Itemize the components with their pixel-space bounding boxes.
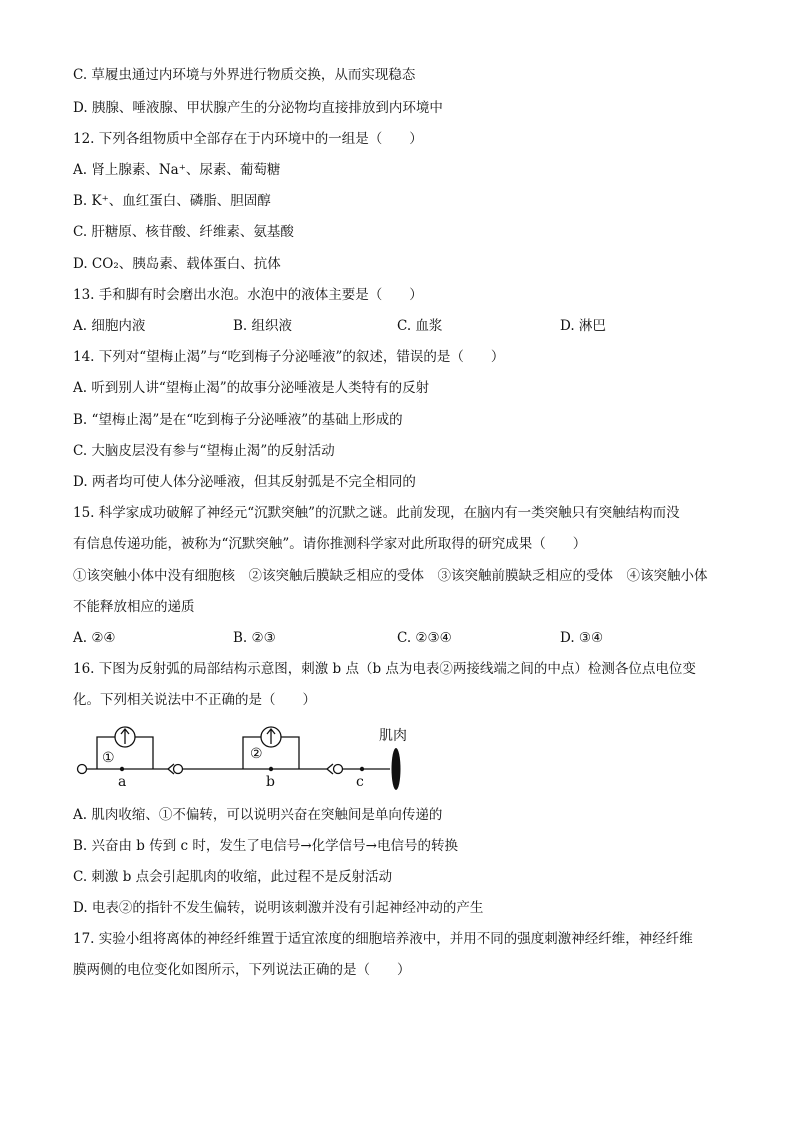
- q17-stem-line1: 17. 实验小组将离体的神经纤维置于适宜浓度的细胞培养液中，并用不同的强度刺激神经纤维，神经纤维: [73, 931, 693, 947]
- q17-stem-line2: 膜两侧的电位变化如图所示，下列说法正确的是（ ）: [73, 962, 411, 978]
- neuron-soma-right: [334, 765, 343, 774]
- q13-option-a: A. 细胞内液: [73, 318, 146, 334]
- q13-stem: 13. 手和脚有时会磨出水泡。水泡中的液体主要是（ ）: [73, 287, 423, 303]
- point-b-label: b: [266, 774, 275, 790]
- q12-option-c: C. 肝糖原、核苷酸、纤维素、氨基酸: [73, 224, 294, 240]
- meter-2-label: ②: [250, 746, 263, 762]
- point-c-dot: [360, 767, 364, 771]
- q14-option-b: B. “望梅止渴”是在“吃到梅子分泌唾液”的基础上形成的: [73, 412, 403, 428]
- muscle-label: 肌肉: [379, 728, 407, 744]
- synapse-terminal-2: [327, 764, 333, 774]
- point-a-label: a: [118, 774, 127, 790]
- q15-option-b: B. ②③: [233, 630, 276, 646]
- q16-stem-line1: 16. 下图为反射弧的局部结构示意图，刺激 b 点（b 点为电表②两接线端之间的中点）检测各位点电位变: [73, 661, 696, 677]
- meter-1-label: ①: [102, 750, 115, 766]
- muscle-shape: [392, 748, 401, 790]
- neuron-soma-middle: [174, 765, 183, 774]
- reflex-arc-diagram: [70, 718, 430, 798]
- q14-stem: 14. 下列对“望梅止渴”与“吃到梅子分泌唾液”的叙述，错误的是（ ）: [73, 349, 505, 365]
- q15-stem-line2: 有信息传递功能，被称为“沉默突触”。请你推测科学家对此所取得的研究成果（ ）: [73, 536, 587, 552]
- q13-option-d: D. 淋巴: [560, 318, 606, 334]
- q16-option-d: D. 电表②的指针不发生偏转，说明该刺激并没有引起神经冲动的产生: [73, 900, 484, 916]
- q15-option-a: A. ②④: [73, 630, 116, 646]
- q12-option-b: B. K⁺、血红蛋白、磷脂、胆固醇: [73, 193, 271, 209]
- q16-option-a: A. 肌肉收缩、①不偏转，可以说明兴奋在突触间是单向传递的: [73, 807, 443, 823]
- q15-option-c: C. ②③④: [397, 630, 452, 646]
- point-a-dot: [120, 767, 124, 771]
- point-c-label: c: [356, 774, 364, 790]
- q14-option-c: C. 大脑皮层没有参与“望梅止渴”的反射活动: [73, 443, 335, 459]
- q14-option-d: D. 两者均可使人体分泌唾液，但其反射弧是不完全相同的: [73, 474, 416, 490]
- q14-option-a: A. 听到别人讲“望梅止渴”的故事分泌唾液是人类特有的反射: [73, 380, 430, 396]
- q11-option-c: C. 草履虫通过内环境与外界进行物质交换，从而实现稳态: [73, 67, 416, 83]
- q15-stem-line1: 15. 科学家成功破解了神经元“沉默突触”的沉默之谜。此前发现，在脑内有一类突触只有突触结构而没: [73, 505, 680, 521]
- q16-option-c: C. 刺激 b 点会引起肌肉的收缩，此过程不是反射活动: [73, 869, 393, 885]
- neuron-soma-left: [78, 765, 87, 774]
- q16-option-b: B. 兴奋由 b 传到 c 时，发生了电信号→化学信号→电信号的转换: [73, 838, 458, 854]
- q11-option-d: D. 胰腺、唾液腺、甲状腺产生的分泌物均直接排放到内环境中: [73, 100, 443, 116]
- q13-option-c: C. 血浆: [397, 318, 443, 334]
- q15-option-d: D. ③④: [560, 630, 604, 646]
- point-b-dot: [269, 767, 273, 771]
- q15-statements-line1: ①该突触小体中没有细胞核 ②该突触后膜缺乏相应的受体 ③该突触前膜缺乏相应的受体 ④该突触小体: [73, 568, 708, 584]
- q13-option-b: B. 组织液: [233, 318, 293, 334]
- q12-stem: 12. 下列各组物质中全部存在于内环境中的一组是（ ）: [73, 131, 423, 147]
- q12-option-d: D. CO₂、胰岛素、载体蛋白、抗体: [73, 256, 281, 272]
- q15-statements-line2: 不能释放相应的递质: [73, 599, 195, 615]
- q12-option-a: A. 肾上腺素、Na⁺、尿素、葡萄糖: [73, 162, 281, 178]
- q16-stem-line2: 化。下列相关说法中不正确的是（ ）: [73, 692, 316, 708]
